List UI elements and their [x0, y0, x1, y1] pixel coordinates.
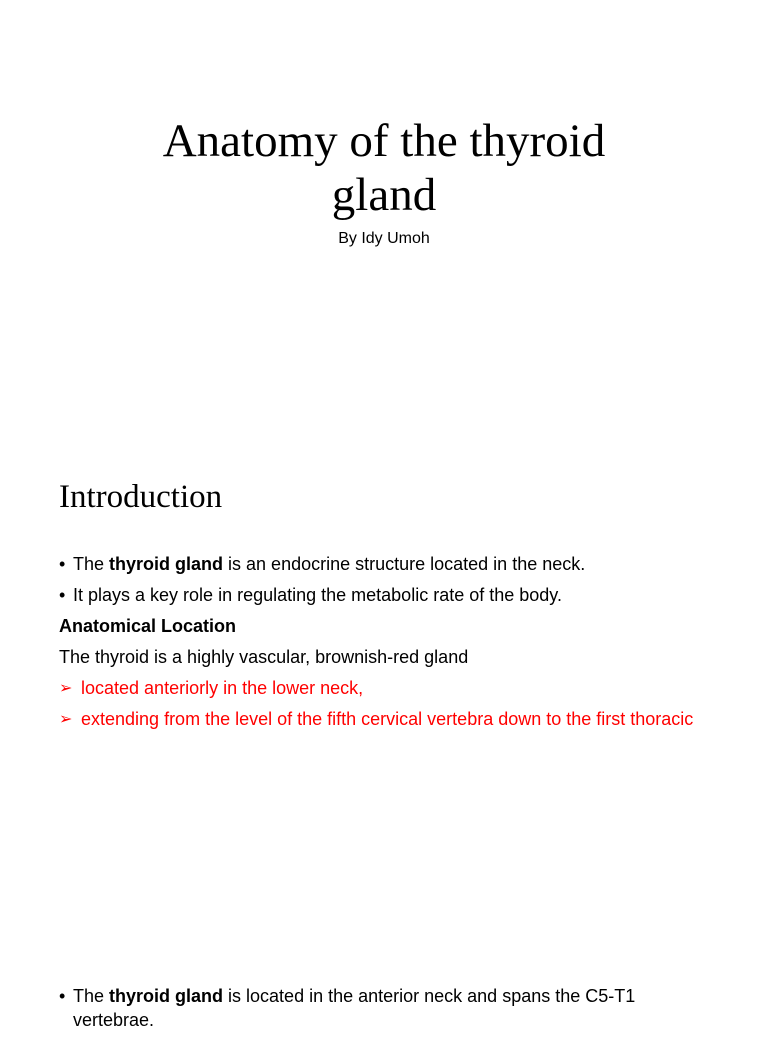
arrow-list-item — [59, 676, 699, 700]
bullet-item — [59, 583, 699, 607]
slide-introduction — [0, 432, 768, 864]
slide-location — [0, 864, 768, 1030]
bullet-icon: • — [59, 554, 66, 574]
title-line-1: Anatomy of the thyroid — [162, 115, 606, 167]
bullet-text: The thyroid gland is located in the anterior neck and spans the C5-T1 vertebrae. — [73, 986, 636, 1030]
slide-content — [59, 552, 699, 738]
arrow-list-text: located anteriorly in the lower neck, — [81, 678, 364, 698]
arrow-right-icon: ➢ — [59, 678, 73, 697]
title-line-2: gland — [331, 169, 437, 221]
author-subtitle: By Idy Umoh — [338, 230, 430, 247]
bullet-icon: • — [59, 986, 66, 1006]
bullet-item — [59, 984, 699, 1032]
arrow-right-icon: ➢ — [59, 709, 73, 728]
arrow-list-item — [59, 707, 699, 731]
description-paragraph: The thyroid is a highly vascular, brownish-red gland — [59, 647, 469, 667]
presentation-title — [0, 114, 768, 222]
bullet-text: The thyroid gland is an endocrine structure located in the neck. — [73, 554, 586, 574]
arrow-list-text: extending from the level of the fifth cervical vertebra down to the first thoracic — [81, 709, 694, 729]
slide-heading: Introduction — [59, 479, 223, 515]
subheading-anatomical-location: Anatomical Location — [59, 616, 237, 636]
bullet-text: It plays a key role in regulating the metabolic rate of the body. — [73, 585, 562, 605]
bullet-icon: • — [59, 585, 66, 605]
bullet-item — [59, 552, 699, 576]
slide-title — [0, 0, 768, 432]
slide-content — [59, 984, 699, 1039]
